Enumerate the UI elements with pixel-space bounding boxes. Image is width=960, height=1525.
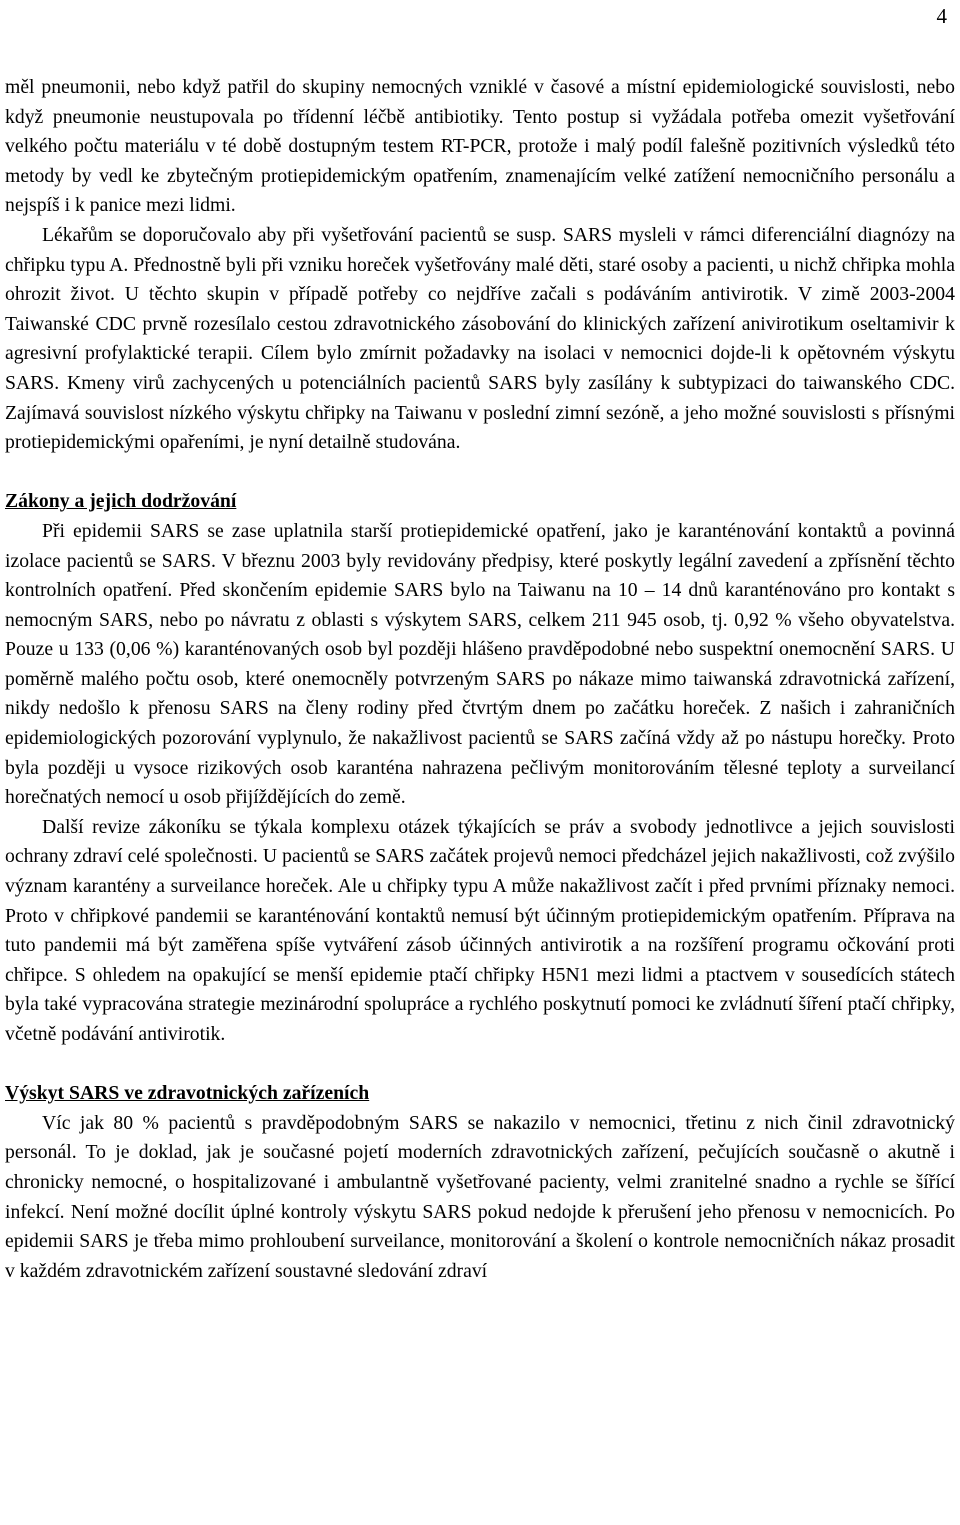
intro-paragraph-2: Lékařům se doporučovalo aby při vyšetřování pacientů se susp. SARS mysleli v rámci diferenciální diagnózy na chřipku typu A. Přednostně byli při vzniku horeček vyšetřovány malé děti, staré osoby a pacienti, u nichž chřipka mohla ohrozit život. U těchto skupin v případě potřeby co nejdříve začali s podáváním antivirotik. V zimě 2003-2004 Taiwanské CDC prvně rozesílalo cestou zdravotnického zásobování do klinických zařízení anivirotikum oseltamivir k agresivní profylaktické terapii. Cílem bylo zmírnit požadavky na isolaci v nemocnici dojde-li k opětovném výskytu SARS. Kmeny virů zachycených u potenciálních pacientů SARS byly zasílány k subtypizaci do taiwanského CDC. Zajímavá souvislost nízkého výskytu chřipky na Taiwanu v poslední zimní sezóně, a jeho možné souvislosti s přísnými protiepidemickými opařeními, je nyní detailně studována. — [5, 223, 955, 454]
section-heading-facilities: Výskyt SARS ve zdravotnických zařízeních — [5, 1082, 370, 1105]
laws-paragraph-2: Další revize zákoníku se týkala komplexu otázek týkajících se práv a svobody jednotlivce a jejich souvislosti ochrany zdraví celé společnosti. U pacientů se SARS začátek projevů nemoci předcházel jejich nakažlivosti, což zvýšilo význam karantény a surveilance horeček. Ale u chřipky typu A může nakažlivost začít i před prvními příznaky nemoci. Proto v chřipkové pandemii se karanténování kontaktů nemusí být účinným protiepidemickým opatřením. Příprava na tuto pandemii má být zaměřena spíše vytváření zásob účinných antivirotik a na rozšíření programu očkování proti chřipce. S ohledem na opakující se menší epidemie ptačí chřipky H5N1 mezi lidmi a ptactvem v sousedících státech byla také vypracována strategie mezinárodní spolupráce a rychlého poskytnutí pomoci ke zvládnutí šíření ptačí chřipky, včetně podávání antivirotik. — [5, 815, 955, 1045]
facilities-paragraph-1: Víc jak 80 % pacientů s pravděpodobným SARS se nakazilo v nemocnici, třetinu z nich činil zdravotnický personál. To je doklad, jak je současné pojetí moderních zdravotnických zařízení, pečujících současně o akutně i chronicky nemocné, o hospitalizované i ambulantně vyšetřované pacienty, velmi zranitelné snadno a rychle se šířící infekcí. Není možné docílit úplné kontroly výskytu SARS pokud nedojde k přerušení jeho přenosu v nemocnicích. Po epidemii SARS je třeba mimo prohloubení surveilance, monitorování a školení o kontrole nemocničních nákaz prosadit v každém zdravotnickém zařízení soustavné sledování zdraví — [5, 1111, 955, 1282]
section-gap — [5, 458, 955, 488]
section-gap — [5, 1050, 955, 1080]
intro-paragraph-1: měl pneumonii, nebo když patřil do skupiny nemocných vzniklé v časové a místní epidemiologické souvislosti, nebo když pneumonie neustupovala po třídenní léčbě antibiotiky. Tento postup si vyžádala potřeba omezit vyšetřování velkého počtu materiálu v té době dostupným testem RT-PCR, protože i malý podíl falešně pozitivních výsledků této metody by vedl ke zbytečným protiepidemickým opatřením, znamenajícím velké zatížení nemocničního personálu a nejspíš i k panice mezi lidmi. — [5, 76, 955, 217]
laws-paragraph-1: Při epidemii SARS se zase uplatnila starší protiepidemické opatření, jako je karanténování kontaktů a povinná izolace pacientů se SARS. V březnu 2003 byly revidovány předpisy, které poskytly legální zavedení a zpřísnění těchto kontrolních opatření. Před skončením epidemie SARS bylo na Taiwanu na 10 – 14 dnů karanténováno pro kontakt s nemocným SARS, nebo po návratu z oblasti s výskytem SARS, celkem 211 945 osob, tj. 0,92 % všeho obyvatelstva. Pouze u 133 (0,06 %) karanténovaných osob byl později hlášeno pravděpodobné nebo suspektní onemocnění SARS. U poměrně malého počtu osob, které onemocněly potvrzeným SARS po nákaze mimo taiwanská zdravotnická zařízení, nikdy nedošlo k přenosu SARS na členy rodiny před čtvrtým dnem po začátku horeček. Z našich i zahraničních epidemiologických pozorování vyplynulo, že nakažlivost pacientů se SARS začíná vždy až po nástupu horečky. Proto byla později u vysoce rizikových osob karanténa nahrazena pečlivým monitorováním tělesné teploty a surveilancí horečnatých nemocí u osob přijíždějících do země. — [5, 519, 955, 809]
document-body — [5, 73, 955, 1286]
section-heading-laws: Zákony a jejich dodržování — [5, 490, 237, 513]
page-number: 4 — [936, 4, 947, 28]
